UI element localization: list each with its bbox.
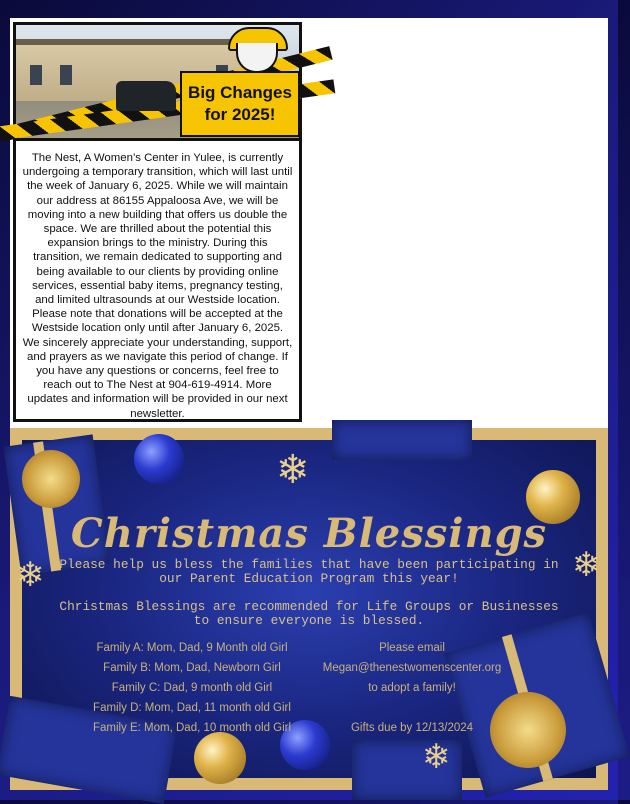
snowflake-icon: ❄ (16, 556, 45, 594)
contact-line: to adopt a family! (368, 682, 456, 694)
christmas-card (10, 428, 608, 790)
snowflake-icon: ❄ (572, 546, 601, 584)
news-body: The Nest, A Women’s Center in Yulee, is currently undergoing a temporary transition, which will last until the week of January 6, 2025. While we will maintain our address at 86155 Appaloosa Ave, we will be moving into a new building that offers us double the space. We are thrilled about the potential this expansion brings to the ministry. During this transition, we remain dedicated to supporting and being available to our clients by providing online services, essential baby items, pregnancy testing, and limited ultrasounds at our Westside location. Please note that donations will be accepted at the Westside location only until after January 6, 2025. We sincerely appreciate your understanding, support, and prayers as we navigate this period of change. If you have any questions or concerns, feel free to reach out to The Nest at 904-619-4914. More updates and information will be provided in our next newsletter. (22, 152, 293, 420)
invitation-text: Please help us bless the families that have been participating in our Parent Education Program this year! (59, 557, 559, 586)
big-changes-sign (180, 71, 300, 137)
contact-line: Please email (379, 642, 445, 654)
ornament-icon (194, 732, 246, 784)
snowflake-icon: ❄ (276, 448, 310, 492)
gifts-due-date: Gifts due by 12/13/2024 (350, 722, 474, 734)
gift-box (332, 420, 472, 460)
snowflake-icon: ❄ (422, 738, 451, 776)
family-item: Family A: Mom, Dad, 9 Month old Girl (96, 642, 288, 654)
window (30, 65, 42, 85)
family-item: Family D: Mom, Dad, 11 month old Girl (93, 702, 291, 714)
christmas-background (16, 440, 601, 778)
family-item: Family E: Mom, Dad, 10 month old Girl (92, 722, 292, 734)
news-card (13, 22, 302, 422)
sign-line-2: for 2025! (204, 105, 276, 124)
gift-bow-icon (22, 450, 80, 508)
christmas-title: Christmas Blessings (70, 510, 548, 557)
contact-email[interactable]: Megan@thenestwomenscenter.org (322, 662, 502, 674)
family-item: Family B: Mom, Dad, Newborn Girl (103, 662, 281, 674)
truck (116, 81, 176, 111)
family-list (62, 638, 322, 738)
recommendation-text: Christmas Blessings are recommended for Life Groups or Businesses to ensure everyone is blessed. (59, 599, 559, 628)
contact-info (312, 638, 512, 738)
construction-photo (16, 25, 299, 141)
sign-line-1: Big Changes (188, 83, 292, 102)
ornament-icon (134, 434, 184, 484)
family-item: Family C: Dad, 9 month old Girl (111, 682, 273, 694)
window (60, 65, 72, 85)
